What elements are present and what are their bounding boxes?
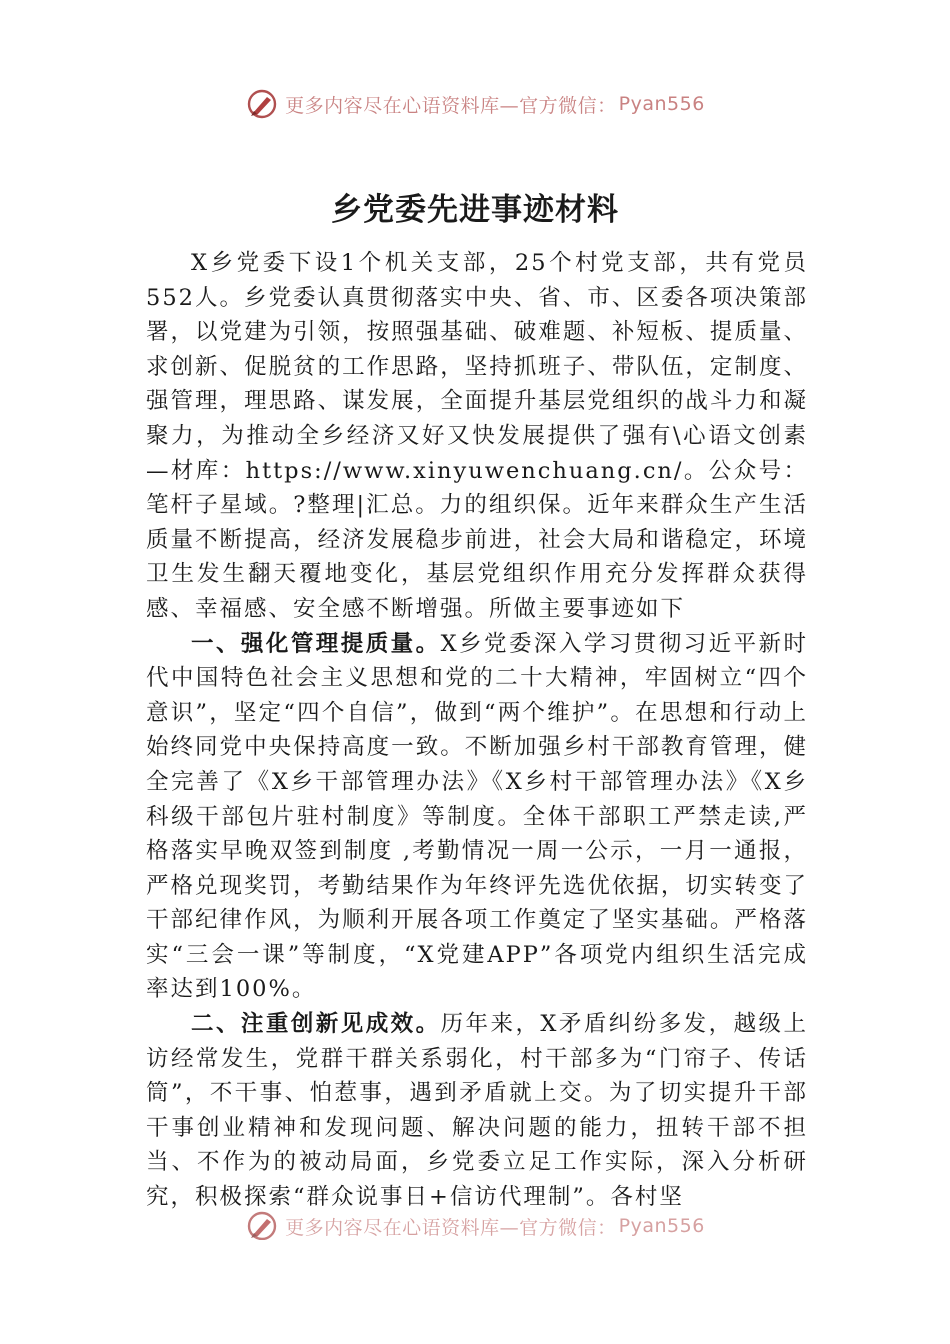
- paragraph-text: 历年来，X矛盾纠纷多发，越级上访经常发生，党群干群关系弱化，村干部多为“门帘子、传话筒”，不干事、怕惹事，遇到矛盾就上交。为了切实提升干部干事创业精神和发现问题、解决问题的能力，扭转干部不担当、不作为的被动局面，乡党委立足工作实际，深入分析研究，积极探索“群众说事日+信访代理制”。各村坚: [146, 1011, 808, 1211]
- watermark-wechat-id: Pyan556: [618, 93, 705, 115]
- watermark-text: 更多内容尽在心语资料库—官方微信：: [285, 94, 617, 117]
- paragraph-section-2: [146, 1007, 808, 1215]
- watermark-wechat-id: Pyan556: [618, 1215, 705, 1237]
- section-heading-2: 二、注重创新见成效。: [191, 1011, 441, 1038]
- pen-logo-icon: [245, 87, 279, 121]
- pen-logo-icon: [245, 1209, 279, 1240]
- document-title: 乡党委先进事迹材料: [331, 192, 619, 228]
- paragraph-intro: [146, 246, 808, 627]
- document-body: [146, 246, 808, 1215]
- watermark-text: 更多内容尽在心语资料库—官方微信：: [285, 1216, 617, 1239]
- paragraph-text: X乡党委下设1个机关支部，25个村党支部，共有党员552人。乡党委认真贯彻落实中央、省、市、区委各项决策部署，以党建为引领，按照强基础、破难题、补短板、提质量、求创新、促脱贫的工作思路，坚持抓班子、带队伍，定制度、强管理，理思路、谋发展，全面提升基层党组织的战斗力和凝聚力，为推动全乡经济又好又快发展提供了强有\心语文创素—材库：https://www.xinyuwenchuang.cn/。公众号：笔杆子星域。?整理|汇总。力的组织保。近年来群众生产生活质量不断提高，经济发展稳步前进，社会大局和谐稳定，环境卫生发生翻天覆地变化，基层党组织作用充分发挥群众获得感、幸福感、安全感不断增强。所做主要事迹如下: [146, 250, 808, 622]
- paragraph-section-1: [146, 627, 808, 1008]
- section-heading-1: 一、强化管理提质量。: [191, 630, 441, 657]
- footer-watermark: [0, 1200, 950, 1240]
- paragraph-text: X乡党委深入学习贯彻习近平新时代中国特色社会主义思想和党的二十大精神，牢固树立“四个意识”，坚定“四个自信”，做到“两个维护”。在思想和行动上始终同党中央保持高度一致。不断加强乡村干部教育管理，健全完善了《X乡干部管理办法》《X乡村干部管理办法》《X乡科级干部包片驻村制度》等制度。全体干部职工严禁走读,严格落实早晚双签到制度 ,考勤情况一周一公示，一月一通报，严格兑现奖罚，考勤结果作为年终评先选优依据，切实转变了干部纪律作风，为顺利开展各项工作奠定了坚实基础。严格落实“三会一课”等制度，“X党建APP”各项党内组织生活完成率达到100%。: [146, 630, 808, 1003]
- header-watermark: [0, 82, 950, 126]
